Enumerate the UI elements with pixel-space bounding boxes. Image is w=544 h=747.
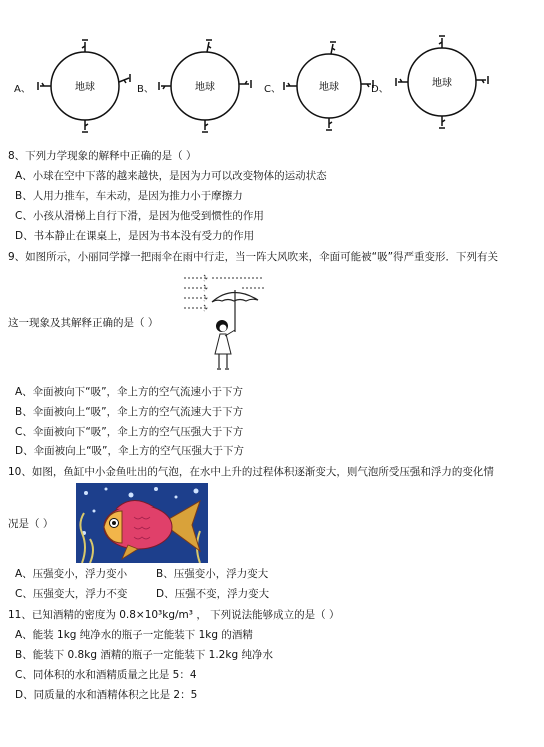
q11-stem: 11、已知酒精的密度为 0.8×10³kg/m³ ， 下列说法能够成立的是（ ） (8, 609, 340, 621)
q8-stem: 8、下列力学现象的解释中正确的是（ ） (8, 150, 197, 162)
q9-stem-line1: 9、如图所示，小丽同学撑一把雨伞在雨中行走，当一阵大风吹来，伞面可能被“吸”得严重变形．下列有关 (8, 251, 499, 263)
diagram-d-letter: D、 (371, 84, 389, 95)
earth-diagram-d (384, 32, 504, 136)
diagram-c-letter: C、 (264, 84, 281, 95)
q10-stem-line1: 10、如图，鱼缸中小金鱼吐出的气泡，在水中上升的过程体积逐渐变大，则气泡所受压强和浮力的变化情 (8, 466, 494, 478)
q11-option-a: A、能装 1kg 纯净水的瓶子一定能装下 1kg 的酒精 (15, 629, 253, 641)
q9-stem-line2: 这一现象及其解释正确的是（ ） (8, 317, 159, 329)
earth-label-c: 地球 (319, 82, 339, 93)
q8-option-b: B、人用力推车，车未动，是因为推力小于摩擦力 (15, 190, 243, 202)
q11-option-c: C、同体积的水和酒精质量之比是 5：4 (15, 669, 197, 681)
diagram-b-letter: B、 (137, 84, 154, 95)
earth-label-b: 地球 (195, 82, 215, 93)
earth-diagram-c (272, 36, 382, 136)
earth-diagram-b (150, 36, 260, 136)
q10-option-c: C、压强变大，浮力不变 (15, 588, 128, 600)
q9-option-b: B、伞面被向上“吸”，伞上方的空气流速大于下方 (15, 406, 244, 418)
q10-stem-line2: 况是（ ） (8, 518, 54, 530)
earth-label-d: 地球 (432, 78, 452, 89)
earth-diagrams-row (0, 30, 544, 140)
q10-option-b: B、压强变小，浮力变大 (156, 568, 269, 580)
goldfish-illustration (76, 483, 208, 563)
q9-option-c: C、伞面被向下“吸”，伞上方的空气压强大于下方 (15, 426, 244, 438)
q8-option-a: A、小球在空中下落的越来越快，是因为力可以改变物体的运动状态 (15, 170, 327, 182)
umbrella-girl-illustration (182, 272, 274, 380)
earth-diagram-a (30, 36, 140, 136)
q8-option-d: D、书本静止在课桌上，是因为书本没有受力的作用 (15, 230, 255, 242)
diagram-a-letter: A、 (14, 84, 31, 95)
q9-option-d: D、伞面被向上“吸”，伞上方的空气压强大于下方 (15, 445, 244, 457)
q11-option-d: D、同质量的水和酒精体积之比是 2：5 (15, 689, 198, 701)
q10-option-d: D、压强不变，浮力变大 (156, 588, 270, 600)
q11-option-b: B、能装下 0.8kg 酒精的瓶子一定能装下 1.2kg 纯净水 (15, 649, 273, 661)
q9-option-a: A、伞面被向下“吸”，伞上方的空气流速小于下方 (15, 386, 244, 398)
q8-option-c: C、小孩从滑梯上自行下滑，是因为他受到惯性的作用 (15, 210, 264, 222)
earth-label-a: 地球 (75, 82, 95, 93)
q10-option-a: A、压强变小，浮力变小 (15, 568, 128, 580)
